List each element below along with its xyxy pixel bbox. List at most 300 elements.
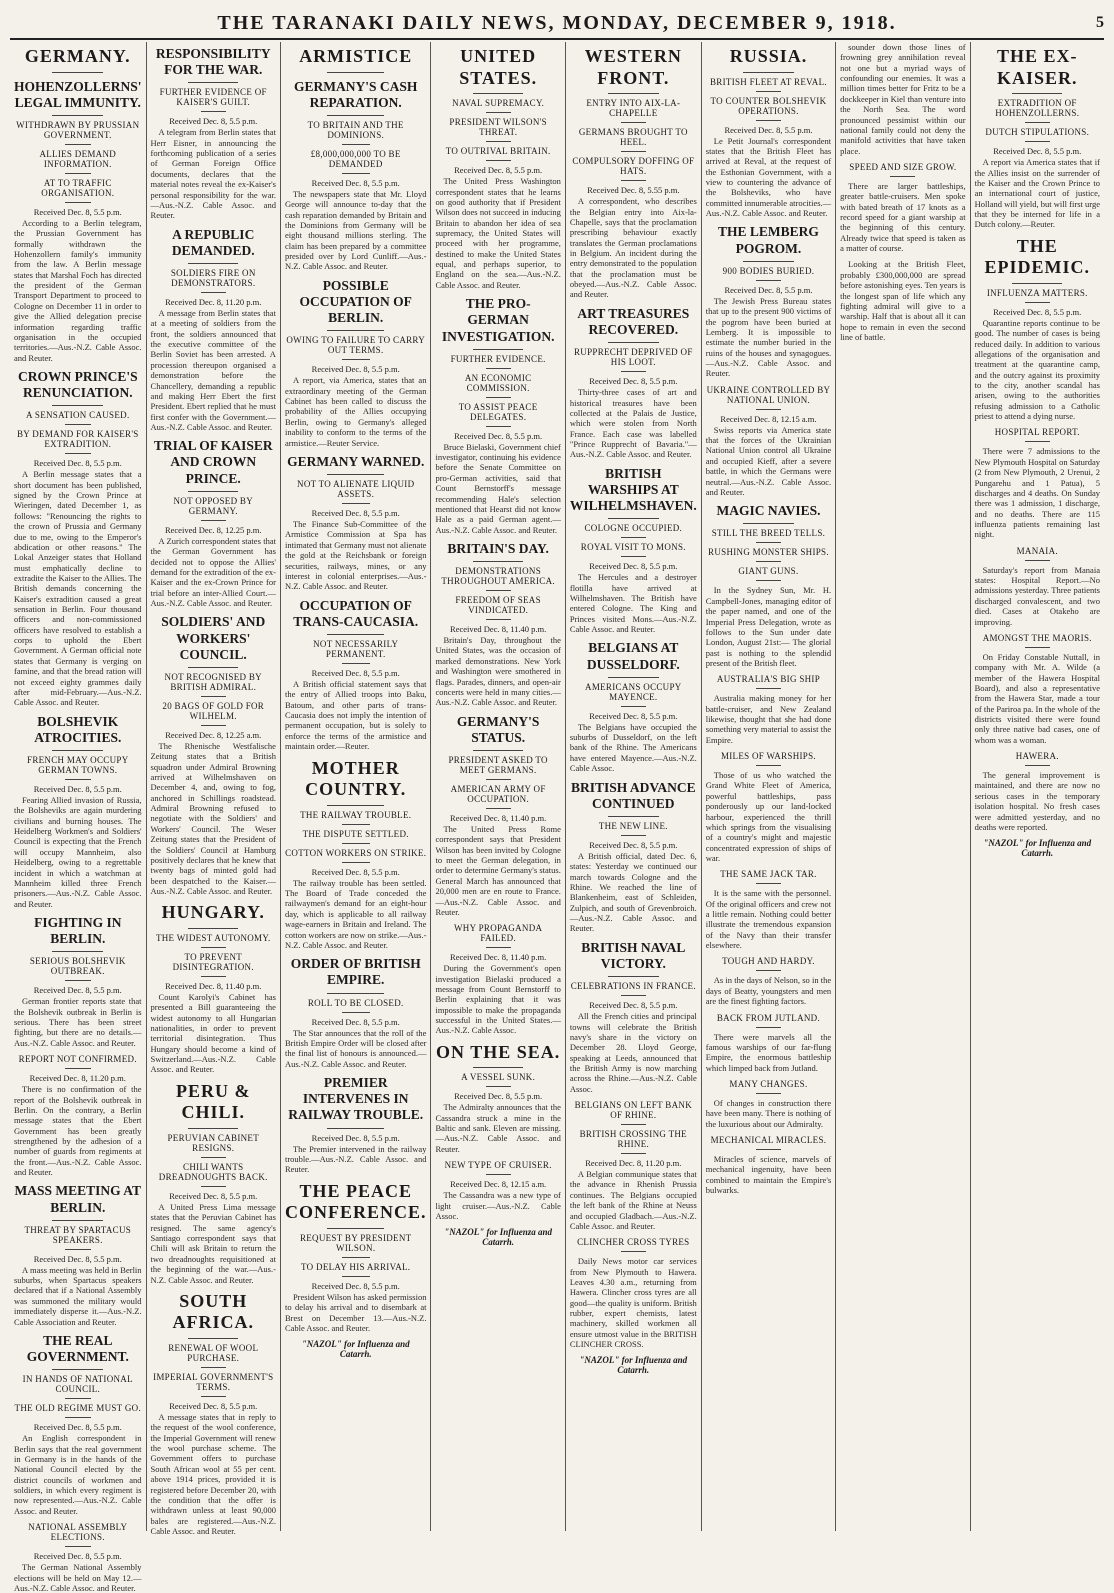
divider xyxy=(756,120,781,121)
article xyxy=(975,46,1100,230)
dateline: Received Dec. 8, 5.5 p.m. xyxy=(311,364,400,375)
article-body: A report, via America, states that an extraordinary meeting of the German Cabinet has been called to discuss the probability of the Allies occupying Berlin, owing to Germany's alleged inability to conform to the terms of the armistice.—Reuter Service. xyxy=(284,375,427,448)
subheadline: THE RAILWAY TROUBLE. xyxy=(300,809,412,820)
dateline: Received Dec. 8, 11.40 p.m. xyxy=(450,813,547,824)
article-body: Bruce Bielaski, Government chief investigator, continuing his evidence before the Senate Committee on pro-German activities, said that Count Bernstorff's message recommending Hale's selection mentioned that Hearst did not know Hale as a paid German agent.—Aus.-N.Z. Cable Assoc. and Reuter. xyxy=(435,441,561,535)
article xyxy=(706,224,831,378)
divider xyxy=(52,1220,103,1221)
headline: GERMANY WARNED. xyxy=(287,453,425,469)
divider xyxy=(608,677,659,678)
article-body: Australia making money for her battle-cruiser, and New Zealand likewise, thought that she had done something very material to assist the Empire. xyxy=(705,693,832,745)
headline: PREMIER INTERVENES IN RAILWAY TROUBLE. xyxy=(288,1075,424,1123)
article-body: There were marvels all the famous warships of our far-flung Empire, the enormous battleship which limped back from Jutland. xyxy=(705,1031,832,1073)
dateline: Received Dec. 8, 5.5 p.m. xyxy=(724,284,813,295)
subheadline: 900 BODIES BURIED. xyxy=(722,265,815,276)
divider xyxy=(486,141,511,142)
headline: RESPONSIBILITY FOR THE WAR. xyxy=(155,46,271,78)
subheadline: REQUEST BY PRESIDENT WILSON. xyxy=(299,1232,412,1253)
article-body: There is no confirmation of the report of the Bolshevik outbreak in Berlin. On the contrary, a Berlin message states that the Ebert Government has been greatly strengthened by the adhesion of a number of guards from regiments at the front.—Aus.-N.Z. Cable Assoc. and Reuter. xyxy=(14,1084,142,1178)
divider xyxy=(621,556,646,557)
divider xyxy=(756,91,781,92)
dateline: Received Dec. 8, 5.5 p.m. xyxy=(993,146,1082,157)
divider xyxy=(342,663,370,664)
column-7 xyxy=(835,42,969,1531)
headline: SOUTH AFRICA. xyxy=(172,1290,254,1333)
headline: THE PEACE CONFERENCE. xyxy=(284,1180,427,1223)
divider xyxy=(65,1249,91,1250)
subheadline: NOT OPPOSED BY GERMANY. xyxy=(173,495,254,516)
advertisement: "NAZOL" for Influenza and Catarrh. xyxy=(579,1355,688,1376)
headline: UNITED STATES. xyxy=(459,46,538,88)
divider xyxy=(756,765,781,766)
subheadline: NOT RECOGNISED BY BRITISH ADMIRAL. xyxy=(164,671,262,692)
column-8 xyxy=(970,42,1104,1531)
dateline: Received Dec. 8, 5.5 p.m. xyxy=(589,561,678,572)
divider xyxy=(342,862,370,863)
subheadline: AN ECONOMIC COMMISSION. xyxy=(464,372,532,393)
divider xyxy=(1025,441,1050,442)
dateline: Received Dec. 8, 11.20 p.m. xyxy=(585,1158,682,1169)
divider xyxy=(52,72,103,73)
subheadline: CHILI WANTS DREADNOUGHTS BACK. xyxy=(158,1161,268,1182)
masthead xyxy=(10,8,1104,40)
divider xyxy=(608,518,659,519)
divider xyxy=(201,976,226,977)
subheadline: AMERICANS OCCUPY MAYENCE. xyxy=(585,681,682,702)
dateline: Received Dec. 8, 12.25 a.m. xyxy=(165,729,262,740)
subheadline: COMPULSORY DOFFING OF HATS. xyxy=(572,156,695,177)
dateline: Received Dec. 8, 5.5 p.m. xyxy=(169,1401,258,1412)
article xyxy=(706,1079,831,1129)
subheadline: SOLDIERS FIRE ON DEMONSTRATORS. xyxy=(170,267,256,288)
divider xyxy=(65,779,91,780)
headline: GERMANY'S CASH REPARATION. xyxy=(294,78,418,110)
headline: THE REAL GOVERNMENT. xyxy=(26,1332,129,1365)
article-body: The newspapers state that Mr. Lloyd George will announce to-day that the cash reparation demanded by Britain and the Dominions from Germany will be eight thousand millions sterling. The claim has been prepared by a committee presided over by Lord Cunliff.—Aus.-N.Z. Cable Assoc. and Reuter. xyxy=(284,188,427,272)
divider xyxy=(621,122,646,123)
subheadline: INFLUENZA MATTERS. xyxy=(986,287,1088,298)
divider xyxy=(756,542,781,543)
divider xyxy=(327,72,384,73)
article-body: Those of us who watched the Grand White Fleet of America, powerful battleships, pass ponderously up our land-locked harbour, experienced the thrill which springs from the visualising of a country's might and majestic concentrated expression of ships of war. xyxy=(705,770,832,863)
headline: TRIAL OF KAISER AND CROWN PRINCE. xyxy=(153,438,273,486)
divider xyxy=(486,426,511,427)
article xyxy=(570,780,697,934)
article-body: President Wilson has asked permission to delay his arrival and to disembark at Brest on December 13.—Aus.-N.Z. Cable Assoc. and Reuter. xyxy=(284,1291,427,1333)
column-6 xyxy=(701,42,835,1531)
subheadline: STILL THE BREED TELLS. xyxy=(711,528,826,539)
subheadline: SERIOUS BOLSHEVIK OUTBREAK. xyxy=(29,956,126,977)
subheadline: MILES OF WARSHIPS. xyxy=(720,751,816,762)
article-body: Saturday's report from Manaia states: Hospital Report.—No admissions yesterday. Three patients discharged convalescent, and two died. Cases at Otakeho are improving. xyxy=(974,564,1100,627)
article xyxy=(706,674,831,745)
divider xyxy=(756,1093,781,1094)
divider xyxy=(188,263,238,264)
dateline: Received Dec. 8, 11.20 p.m. xyxy=(165,296,262,307)
article-body: The United Press Rome correspondent says that President Wilson has been invited by Cologne to meet the German delegation, in order to determine Germany's status. General March has announced that 20,000 men are en route to France.—Aus.-N.Z. Cable Assoc. and Reuter. xyxy=(435,824,561,917)
article xyxy=(285,1181,427,1334)
article xyxy=(706,385,831,498)
headline: GERMANY'S STATUS. xyxy=(456,713,540,745)
dateline: Received Dec. 8, 5.5 p.m. xyxy=(33,206,122,217)
headline: HOHENZOLLERNS' LEGAL IMMUNITY. xyxy=(14,78,142,110)
dateline: Received Dec. 8, 5.5 p.m. xyxy=(311,177,400,188)
article-body: On Friday Constable Nuttall, in company with Mr. A. Wilde (a member of the Hawera Hospital Board), and also a representative from the Hawera Star, made a tour of the Pariroa pa. In the whole of the districts visited there were found only three native bad cases, one of whom was a woman. xyxy=(974,651,1100,745)
dateline: Received Dec. 8, 5.5 p.m. xyxy=(311,1280,400,1291)
column-3 xyxy=(280,42,431,1531)
article-body: Of changes in construction there have been many. There is nothing of the luxurious about our Admiralty. xyxy=(705,1098,832,1129)
article-body: There are larger battleships, greater battle-cruisers. Men spoke with bated breath of 17 knots as a record speed for a giant warship at the beginning of this century. Already twice that speed is taken as a matter of course. xyxy=(840,180,966,254)
divider xyxy=(1025,141,1050,142)
subheadline: TO ASSIST PEACE DELEGATES. xyxy=(458,401,538,422)
subheadline: THE NEW LINE. xyxy=(598,820,668,831)
divider xyxy=(342,843,370,844)
divider xyxy=(1025,560,1050,561)
article xyxy=(975,546,1100,627)
subheadline: NAVAL SUPREMACY. xyxy=(452,98,545,109)
article-body: An English correspondent in Berlin says that the real government in Germany is in the hands of the National Council elected by the district councils of workmen and soldiers, in which every regiment is now represented.—Aus.-N.Z. Cable Assoc. and Reuter. xyxy=(14,1433,142,1516)
divider xyxy=(756,280,781,281)
divider xyxy=(621,835,646,836)
article-body: The Star announces that the roll of the British Empire Order will be closed after the final list of honours is announced.—Aus.-N.Z. Cable Assoc. and Reuter. xyxy=(284,1027,427,1069)
column-5 xyxy=(565,42,701,1531)
article-body: The Premier intervened in the railway trouble.—Aus.-N.Z. Cable Assoc. and Reuter. xyxy=(284,1143,427,1175)
headline: THE EX-KAISER. xyxy=(997,46,1078,88)
subheadline: WITHDRAWN BY PRUSSIAN GOVERNMENT. xyxy=(16,119,140,140)
divider xyxy=(201,696,226,697)
article xyxy=(706,1013,831,1073)
subheadline: SPEED AND SIZE GROW. xyxy=(849,161,957,172)
article xyxy=(435,541,560,708)
dateline: Received Dec. 8, 5.5 p.m. xyxy=(589,710,678,721)
divider xyxy=(327,115,384,116)
article-body: All the French cities and principal towns will celebrate the British navy's share in the victory on December 28. Lloyd George, speaking at Leeds, announced that the British Army is now marching across the Rhine.—Aus.-N.Z. Cable Assoc. xyxy=(569,1011,697,1094)
divider xyxy=(342,144,370,145)
divider xyxy=(201,1157,226,1158)
article xyxy=(285,79,427,272)
subheadline: HAWERA. xyxy=(1015,751,1059,762)
divider xyxy=(621,1153,646,1154)
divider xyxy=(621,1251,646,1252)
dateline: Received Dec. 8, 5.55 p.m. xyxy=(587,185,680,196)
divider xyxy=(188,1128,238,1129)
subheadline: PERUVIAN CABINET RESIGNS. xyxy=(167,1132,260,1153)
divider xyxy=(327,1228,384,1229)
article xyxy=(151,438,276,608)
dateline: Received Dec. 8, 11.40 p.m. xyxy=(165,980,262,991)
divider xyxy=(65,144,91,145)
subheadline: PRESIDENT ASKED TO MEET GERMANS. xyxy=(448,755,548,776)
divider xyxy=(621,995,646,996)
article-body: The Cassandra was a new type of light cruiser.—Aus.-N.Z. Cable Assoc. xyxy=(435,1190,561,1221)
divider xyxy=(201,1367,226,1368)
divider xyxy=(65,980,91,981)
divider xyxy=(756,970,781,971)
dateline: Received Dec. 8, 5.5 p.m. xyxy=(33,985,122,996)
article-body: Fearing Allied invasion of Russia, the Bolsheviks are again murdering civilians and burning houses. The Heidelberg Workmen's and Soldiers' Council is expecting that the French will occupy Mannheim, also Heidelberg, owing to a regrettable incident in which a watchman at Mannheim killed three French prisoners.—Aus.-N.Z. Cable Assoc. and Reuter. xyxy=(14,795,142,909)
divider xyxy=(756,409,781,410)
headline: RUSSIA. xyxy=(729,46,808,66)
article-body: The Belgians have occupied the suburbs of Dusseldorf, on the left bank of the Rhine. The Americans have entered Mayence.—Aus.-N.Z. Cable Assoc. xyxy=(569,721,697,774)
headline: THE EPIDEMIC. xyxy=(984,235,1091,278)
divider xyxy=(486,368,511,369)
subheadline: CLINCHER CROSS TYRES xyxy=(577,1237,690,1248)
divider xyxy=(621,371,646,372)
dateline: Received Dec. 8, 5.5 p.m. xyxy=(454,430,543,441)
subheadline: FURTHER EVIDENCE OF KAISER'S GUILT. xyxy=(159,87,267,108)
divider xyxy=(188,82,238,83)
article-body: A Berlin message states that a short document has been published, signed by the Crown Prince at Wieringen, dated December 1, as follows: "Renouncing the rights to the crown of Prussia and Germany due to me, owing to the Emperor's abdication or other reasons." The Lokal Anzeiger states that Holland must emphatically decline to extradite the Kaiser to the Allies. The British demands concerning the Kaiser's extradition caused a great sensation in Berlin. Four thousand officers and non-commissioned officers have resolved to establish a corps to uphold the Ebert Government. A German official note states that Germany is verging on famine, and that the bread ration will not exceed eighty grammes daily after mid-February.—Aus.-N.Z. Cable Assoc. and Reuter. xyxy=(14,469,142,708)
article-body: Looking at the British Fleet, probably £300,000,000 are spread before astonishing eyes. Ten years is the longest span of life which any fighting admiral will give to a warship. Half that is about all it can hope to remain in even the second line of battle. xyxy=(840,259,966,342)
dateline: Received Dec. 8, 5.5 p.m. xyxy=(311,508,400,519)
divider xyxy=(201,111,226,112)
columns-container xyxy=(10,42,1104,1593)
divider xyxy=(756,688,781,689)
divider xyxy=(621,537,646,538)
article xyxy=(14,369,142,708)
advertisement: "NAZOL" for Influenza and Catarrh. xyxy=(301,1339,410,1360)
dateline: Received Dec. 8, 5.5 p.m. xyxy=(169,116,258,127)
article-body: In the Sydney Sun, Mr. H. Campbell-Jones, managing editor of the paper named, and one of the Imperial Press Delegation, wrote as follows to the Sun under date London, August 21st:— The glorial past is nothing to the splendid present of the British fleet. xyxy=(705,585,832,668)
subheadline: COLOGNE OCCUPIED. xyxy=(584,523,683,534)
article-body: A Zurich correspondent states that the German Government has decided not to oppose the Allies' demand for the extradition of the ex-Kaiser and the ex-Crown Prince for trial before an inter-Allied Court.—Aus.-N.Z. Cable Assoc. and Reuter. xyxy=(150,535,276,609)
divider xyxy=(201,520,226,521)
headline: PERU & CHILI. xyxy=(176,1080,251,1123)
subheadline: THREAT BY SPARTACUS SPEAKERS. xyxy=(24,1224,132,1245)
article xyxy=(706,503,831,668)
article-body: It is the same with the personnel. Of the original officers and crew not a little remain. Nothing could better illustrate the tremendous expansion of the Navy than their transfer elsewhere. xyxy=(705,888,832,951)
page-number: 5 xyxy=(1096,14,1104,31)
divider xyxy=(65,453,91,454)
article-body: A message from Berlin states that at a meeting of soldiers from the front, the soldiers announced that the executive committee of the Berlin Soviet has been arrested. A procession thereupon organised a demonstration before the Chancellery, demanding a republic and making Herr Ebert the first President. Ebert replied that he must first confer with the Government.—Aus.-N.Z. Cable Assoc. and Reuter. xyxy=(150,307,276,432)
dateline: Received Dec. 8, 11.20 p.m. xyxy=(29,1073,126,1084)
article xyxy=(285,956,427,1069)
column-4 xyxy=(430,42,564,1531)
subheadline: MANY CHANGES. xyxy=(729,1079,808,1089)
divider xyxy=(1025,765,1050,766)
divider xyxy=(342,503,370,504)
article xyxy=(435,714,560,918)
divider xyxy=(342,1012,370,1013)
divider xyxy=(201,292,226,293)
divider xyxy=(756,1149,781,1150)
article xyxy=(285,278,427,448)
divider xyxy=(608,93,659,94)
divider xyxy=(188,1338,238,1339)
article xyxy=(975,236,1100,422)
divider xyxy=(1025,647,1050,648)
article-body: The United Press Washington correspondent states that he learns on good authority that if President Wilson does not succeed in inducing Britain to abandon her idea of sea supremacy, the United States will proceed with her programme, destined to make the United States equal, and perhaps superior, to England on the sea.—Aus.-N.Z. Cable Assoc. and Reuter. xyxy=(435,176,561,290)
subheadline: TO OUTRIVAL BRITAIN. xyxy=(445,146,551,157)
dateline: Received Dec. 8, 5.5 p.m. xyxy=(169,1190,258,1201)
article xyxy=(14,46,142,73)
advertisement: "NAZOL" for Influenza and Catarrh. xyxy=(444,1227,553,1248)
headline: BRITISH WARSHIPS AT WILHELMSHAVEN. xyxy=(569,465,697,514)
subheadline: THE SAME JACK TAR. xyxy=(720,869,817,880)
divider xyxy=(52,405,103,406)
divider xyxy=(342,173,370,174)
divider xyxy=(743,523,793,524)
divider xyxy=(608,342,659,343)
divider xyxy=(327,805,384,806)
article xyxy=(285,454,427,592)
headline: BRITAIN'S DAY. xyxy=(447,540,549,556)
article xyxy=(706,46,831,218)
article xyxy=(14,79,142,363)
divider xyxy=(486,160,511,161)
divider xyxy=(188,667,238,668)
subheadline: GIANT GUNS. xyxy=(738,566,799,577)
subheadline: BY DEMAND FOR KAISER'S EXTRADITION. xyxy=(16,429,139,450)
subheadline: RUPPRECHT DEPRIVED OF HIS LOOT. xyxy=(573,347,693,368)
article xyxy=(570,466,697,635)
subheadline: OWING TO FAILURE TO CARRY OUT TERMS. xyxy=(286,335,426,356)
dateline: Received Dec. 8, 12.15 a.m. xyxy=(450,1179,547,1190)
subheadline: FRENCH MAY OCCUPY GERMAN TOWNS. xyxy=(27,755,129,776)
dateline: Received Dec. 8, 5.5 p.m. xyxy=(33,458,122,469)
article xyxy=(706,751,831,863)
subheadline: 20 BAGS OF GOLD FOR WILHELM. xyxy=(162,700,265,721)
headline: BRITISH NAVAL VICTORY. xyxy=(581,939,686,971)
divider xyxy=(65,173,91,174)
article-body: During the Government's open investigation Bielaski produced a message from Count Bernstorff to Berlin explaining that it was impossible to make the propaganda successful in the United States.—Aus.-N.Z. Cable Assoc. xyxy=(435,963,561,1036)
subheadline: A SENSATION CAUSED. xyxy=(26,410,130,421)
subheadline: FREEDOM OF SEAS VINDICATED. xyxy=(455,595,541,616)
article-body: A telegram from Berlin states that Herr Eisner, in announcing the forthcoming publication of a series of German Foreign Office documents, declares that the material notes reveal the ex-Kaiser's personal responsibility for the war.—Aus.-N.Z. Cable Assoc. and Reuter. xyxy=(150,127,276,221)
headline: HUNGARY. xyxy=(161,902,265,923)
column-2 xyxy=(146,42,280,1536)
divider xyxy=(486,1086,511,1087)
subheadline: AMONGST THE MAORIS. xyxy=(982,632,1092,643)
article-body: Count Karolyi's Cabinet has presented a Bill guaranteeing the widest autonomy to all Hungarian nationalities, in order to prevent territorial disintegration. Thus Hungary should become a kind of Switzerland.—Aus.-N.Z. Cable Assoc. and Reuter. xyxy=(150,991,276,1075)
article xyxy=(570,1100,697,1231)
dateline: Received Dec. 8, 12.15 a.m. xyxy=(720,413,817,424)
article-body: A mass meeting was held in Berlin suburbs, when Spartacus speakers declared that if a National Assembly was summoned the military would immediately disperse it.—Aus.-N.Z. Cable Association and Reuter. xyxy=(14,1264,142,1327)
article-body: German frontier reports state that the Bolshevik outbreak in Berlin is serious. There has been street fighting, but there are no details.—Aus.-N.Z. Cable Assoc. and Reuter. xyxy=(14,996,142,1048)
headline: ON THE SEA. xyxy=(436,1041,561,1062)
article-body: The Admiralty announces that the Cassandra struck a mine in the Baltic and sank. Eleven are missing.—Aus.-N.Z. Cable Assoc. and Reuter. xyxy=(435,1102,561,1154)
subheadline: PRESIDENT WILSON'S THREAT. xyxy=(449,117,547,138)
divider xyxy=(756,883,781,884)
subheadline: TO PREVENT DISINTEGRATION. xyxy=(172,951,254,972)
divider xyxy=(52,951,103,952)
article xyxy=(840,162,965,254)
article-body: A correspondent, who describes the Belgian entry into Aix-la-Chapelle, says that the proclamation prescribing behaviour exactly translates the German proclamations in Belgium. An incident during the entry demonstrated to the population that the proclamation must be obeyed.—Aus.-N.Z. Cable Assoc. and Reuter. xyxy=(569,196,697,300)
headline: ART TREASURES RECOVERED. xyxy=(577,305,690,337)
article xyxy=(706,869,831,950)
article xyxy=(570,940,697,1094)
headline: THE LEMBERG POGROM. xyxy=(718,224,819,256)
subheadline: HOSPITAL REPORT. xyxy=(994,427,1080,438)
dateline: Received Dec. 8, 5.5 p.m. xyxy=(311,1132,400,1143)
subheadline: RUSHING MONSTER SHIPS. xyxy=(708,547,829,558)
divider xyxy=(52,115,103,116)
subheadline: ALLIES DEMAND INFORMATION. xyxy=(39,148,117,169)
divider xyxy=(486,112,511,113)
article xyxy=(14,1522,142,1593)
divider xyxy=(621,180,646,181)
headline: SOLDIERS' AND WORKERS' COUNCIL. xyxy=(161,614,266,662)
article-body: The Finance Sub-Committee of the Armistice Commission at Spa has intimated that Germany must not alienate the gold at the Reichsbank or foreign securities, railways, mines, or any interest in colonial enterprises.—Aus.-N.Z. Cable Assoc. and Reuter. xyxy=(284,519,427,592)
dateline: Received Dec. 8, 5.5 p.m. xyxy=(33,1253,122,1264)
headline: BELGIANS AT DUSSELDORF. xyxy=(586,640,680,672)
divider xyxy=(1012,93,1062,94)
dateline: Received Dec. 8, 11.40 p.m. xyxy=(450,624,547,635)
subheadline: DUTCH STIPULATIONS. xyxy=(985,127,1090,138)
divider xyxy=(486,808,511,809)
divider xyxy=(473,93,523,94)
article xyxy=(151,227,276,433)
dateline: Received Dec. 8, 5.5 p.m. xyxy=(33,1422,122,1433)
article xyxy=(14,1054,142,1177)
headline: MAGIC NAVIES. xyxy=(716,503,821,519)
subheadline: MANAIA. xyxy=(1016,545,1058,556)
divider xyxy=(608,816,659,817)
article xyxy=(285,46,427,73)
headline: MOTHER COUNTRY. xyxy=(305,757,407,800)
subheadline: TO BRITAIN AND THE DOMINIONS. xyxy=(307,119,404,140)
subheadline: RENEWAL OF WOOL PURCHASE. xyxy=(168,1343,259,1364)
subheadline: EXTRADITION OF HOHENZOLLERNS. xyxy=(995,98,1080,119)
divider xyxy=(473,750,523,751)
divider xyxy=(486,779,511,780)
subheadline: NATIONAL ASSEMBLY ELECTIONS. xyxy=(28,1522,128,1543)
divider xyxy=(65,1068,91,1069)
dateline: Received Dec. 8, 5.5 p.m. xyxy=(589,1000,678,1011)
article xyxy=(706,956,831,1006)
headline: FIGHTING IN BERLIN. xyxy=(34,914,122,947)
divider xyxy=(327,1128,384,1129)
headline: THE PRO-GERMAN INVESTIGATION. xyxy=(441,296,555,344)
divider xyxy=(890,176,915,177)
article-body: A British official, dated Dec. 6, states: Yesterday we continued our march towards Cologne and the Rhine. We reached the line of Blankenheim, east of Schleiden, Zulpich, and south of Grevenbroich.—Aus.-N.Z. Cable Assoc. and Reuter. xyxy=(569,850,697,934)
dateline: Received Dec. 8, 5.5 p.m. xyxy=(724,124,813,135)
headline: A REPUBLIC DEMANDED. xyxy=(171,226,255,258)
article xyxy=(840,259,965,342)
article xyxy=(151,902,276,1074)
headline: WESTERN FRONT. xyxy=(584,46,682,88)
headline: GERMANY. xyxy=(24,46,131,66)
subheadline: AUSTRALIA'S BIG SHIP xyxy=(716,674,821,685)
article-body: A message states that in reply to the request of the wool conference, the Imperial Government will renew the wool purchase scheme. The Government offers to purchase South African wool at 55 per cent. above 1914 prices, provided it is registered before December 20, with the condition that the offer is withdrawn unless at least 90,000 bales are registered.—Aus.-N.Z. Cable Assoc. and Reuter. xyxy=(150,1412,276,1536)
subheadline: ROYAL VISIT TO MONS. xyxy=(580,542,686,553)
article xyxy=(570,640,697,773)
article xyxy=(975,633,1100,745)
divider xyxy=(52,750,103,751)
dateline: Received Dec. 8, 5.5 p.m. xyxy=(311,866,400,877)
divider xyxy=(473,349,523,350)
article-body: The railway trouble has been settled. The Board of Trade conceded the railwaymen's demand for an eight-hour day, which is applicable to all railway wage-earners in Britain and Ireland. The cotton workers are now on strike.—Aus.-N.Z. Cable Assoc. and Reuter. xyxy=(284,877,427,950)
headline: ORDER OF BRITISH EMPIRE. xyxy=(290,956,421,988)
divider xyxy=(756,561,781,562)
article xyxy=(435,923,560,1036)
article xyxy=(570,1237,697,1349)
dateline: Received Dec. 8, 5.5 p.m. xyxy=(454,1091,543,1102)
divider xyxy=(756,580,781,581)
article-body: The Hercules and a destroyer flotilla have arrived at Wilhelmshaven. The British have entered Cologne. The King and Princes visited Mons.—Aus.-N.Z. Cable Assoc. and Reuter. xyxy=(569,572,697,635)
article xyxy=(435,296,560,535)
divider xyxy=(743,72,793,73)
divider xyxy=(65,1398,91,1399)
article xyxy=(14,1183,142,1327)
divider xyxy=(201,725,226,726)
dateline: Received Dec. 8, 12.25 p.m. xyxy=(164,524,262,535)
subheadline: AT TO TRAFFIC ORGANISATION. xyxy=(41,177,115,198)
dateline: Received Dec. 8, 5.5 p.m. xyxy=(589,376,678,387)
subheadline: BACK FROM JUTLAND. xyxy=(716,1012,821,1023)
headline: MASS MEETING AT BERLIN. xyxy=(14,1183,142,1215)
headline: ARMISTICE xyxy=(299,46,413,66)
